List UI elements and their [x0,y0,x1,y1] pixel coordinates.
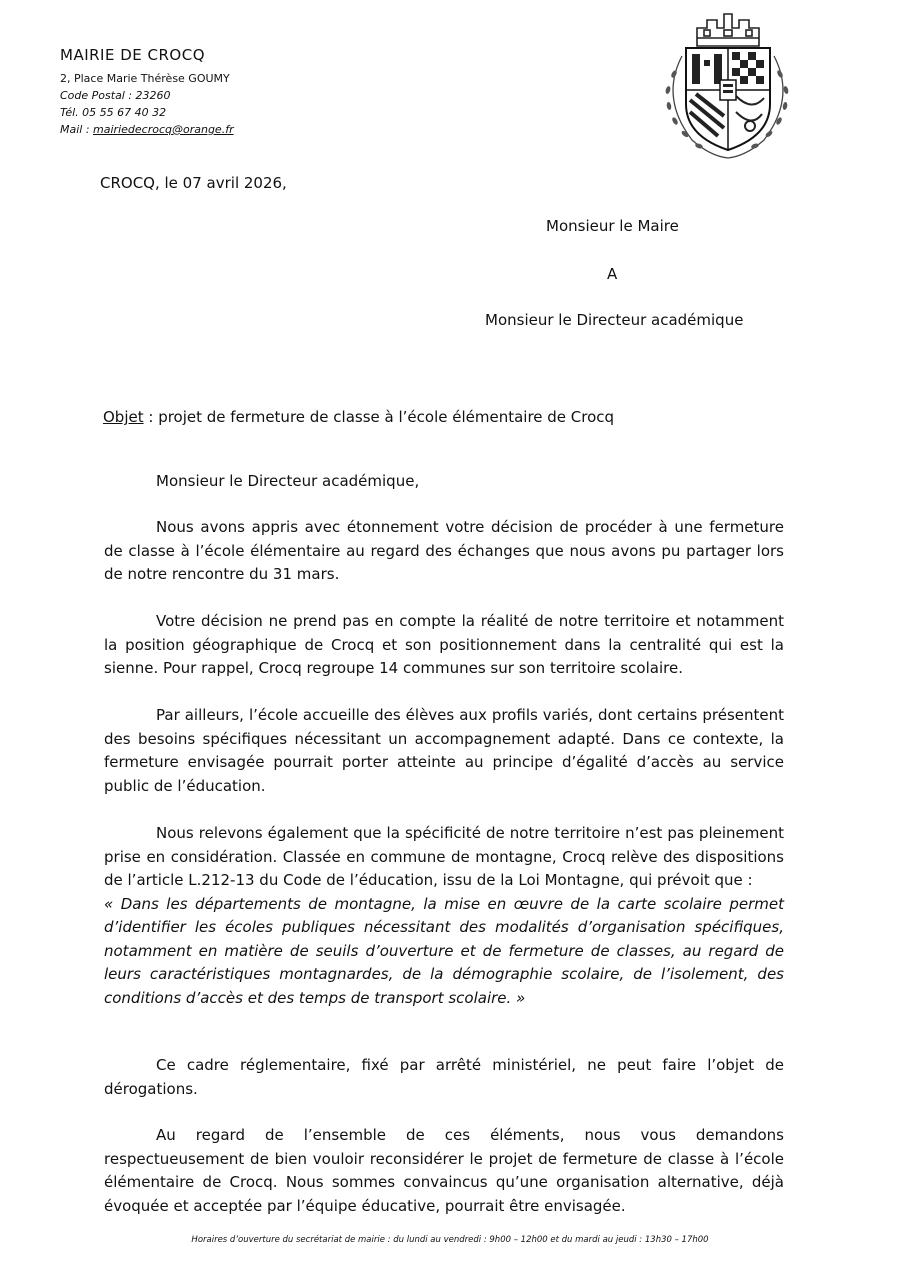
postal-line: Code Postal : 23260 [60,89,171,102]
body-paragraph-2: Votre décision ne prend pas en compte la réalité de notre territoire et notamment la position géographique de Crocq et son positionnement dans la centralité qui est la sienne. Pour rappel, Crocq regroupe 14 communes sur son territoire scolaire. [104,612,784,677]
mail-link[interactable]: mairiedecrocq@orange.fr [93,123,234,136]
body-paragraph-3: Par ailleurs, l’école accueille des élèves aux profils variés, dont certains présentent des besoins spécifiques nécessitant un accompagnement adapté. Dans ce contexte, la fermeture envisagée pourrait porter atteinte au principe d’égalité d’accès au service public de l’éducation. [104,706,784,795]
address-line: 2, Place Marie Thérèse GOUMY [60,72,230,85]
opening-hours-footer: Horaires d’ouverture du secrétariat de mairie : du lundi au vendredi : 9h00 – 12h00 et du mardi au jeudi : 13h30 – 17h00 [191,1235,709,1245]
letterhead [60,46,360,138]
subject-text: : projet de fermeture de classe à l’école élémentaire de Crocq [143,408,615,426]
legal-quote: « Dans les départements de montagne, la mise en œuvre de la carte scolaire permet d’identifier les écoles publiques nécessitant des modalités d’organisation spécifiques, notamment en matière de seuils d’ouverture et de fermeture de classes, au regard de leurs caractéristiques montagnardes, de la démographie scolaire, de l’isolement, des conditions d’accès et des temps de transport scolaire. » [104,894,784,1007]
body-paragraph-1: Nous avons appris avec étonnement votre décision de procéder à une fermeture de classe à l’école élémentaire au regard des échanges que nous avons pu partager lors de notre rencontre du 31 mars. [104,518,784,583]
place-and-date: CROCQ, le 07 avril 2026, [100,174,287,192]
phone-line: Tél. 05 55 67 40 32 [60,106,167,119]
sender-title: Monsieur le Maire [546,217,679,235]
subject-line [103,408,614,426]
coat-of-arms-icon [652,8,802,164]
subject-label: Objet [103,408,144,426]
mail-line [60,121,360,138]
recipient-title: Monsieur le Directeur académique [485,311,744,329]
org-name: MAIRIE DE CROCQ [60,46,205,64]
mail-label: Mail : [60,123,94,136]
body-paragraph-6: Au regard de l’ensemble de ces éléments, nous vous demandons respectueusement de bien vouloir reconsidérer le projet de fermeture de classe à l’école élémentaire de Crocq. Nous sommes convaincus qu’une organisation alternative, déjà évoquée et acceptée par l’équipe éducative, pourrait être envisagée. [104,1126,784,1215]
body-paragraph-5: Ce cadre réglementaire, fixé par arrêté ministériel, ne peut faire l’objet de dérogations. [104,1056,784,1098]
body-paragraph-4: Nous relevons également que la spécificité de notre territoire n’est pas pleinement prise en considération. Classée en commune de montagne, Crocq relève des dispositions de l’article L.212-13 du Code de l’éducation, issu de la Loi Montagne, qui prévoit que : « Dans les départements de montagne, la mise en œuvre de la carte scolaire permet d’identifier les écoles publiques nécessitant des modalités d’organisation spécifiques, notamment en matière de seuils d’ouverture et de fermeture de classes, au regard de leurs caractéristiques montagnardes, de la démographie scolaire, de l’isolement, des conditions d’accès et des temps de transport scolaire. » [104,824,784,1007]
addressee-connector: A [607,265,618,283]
salutation: Monsieur le Directeur académique, [156,472,420,490]
